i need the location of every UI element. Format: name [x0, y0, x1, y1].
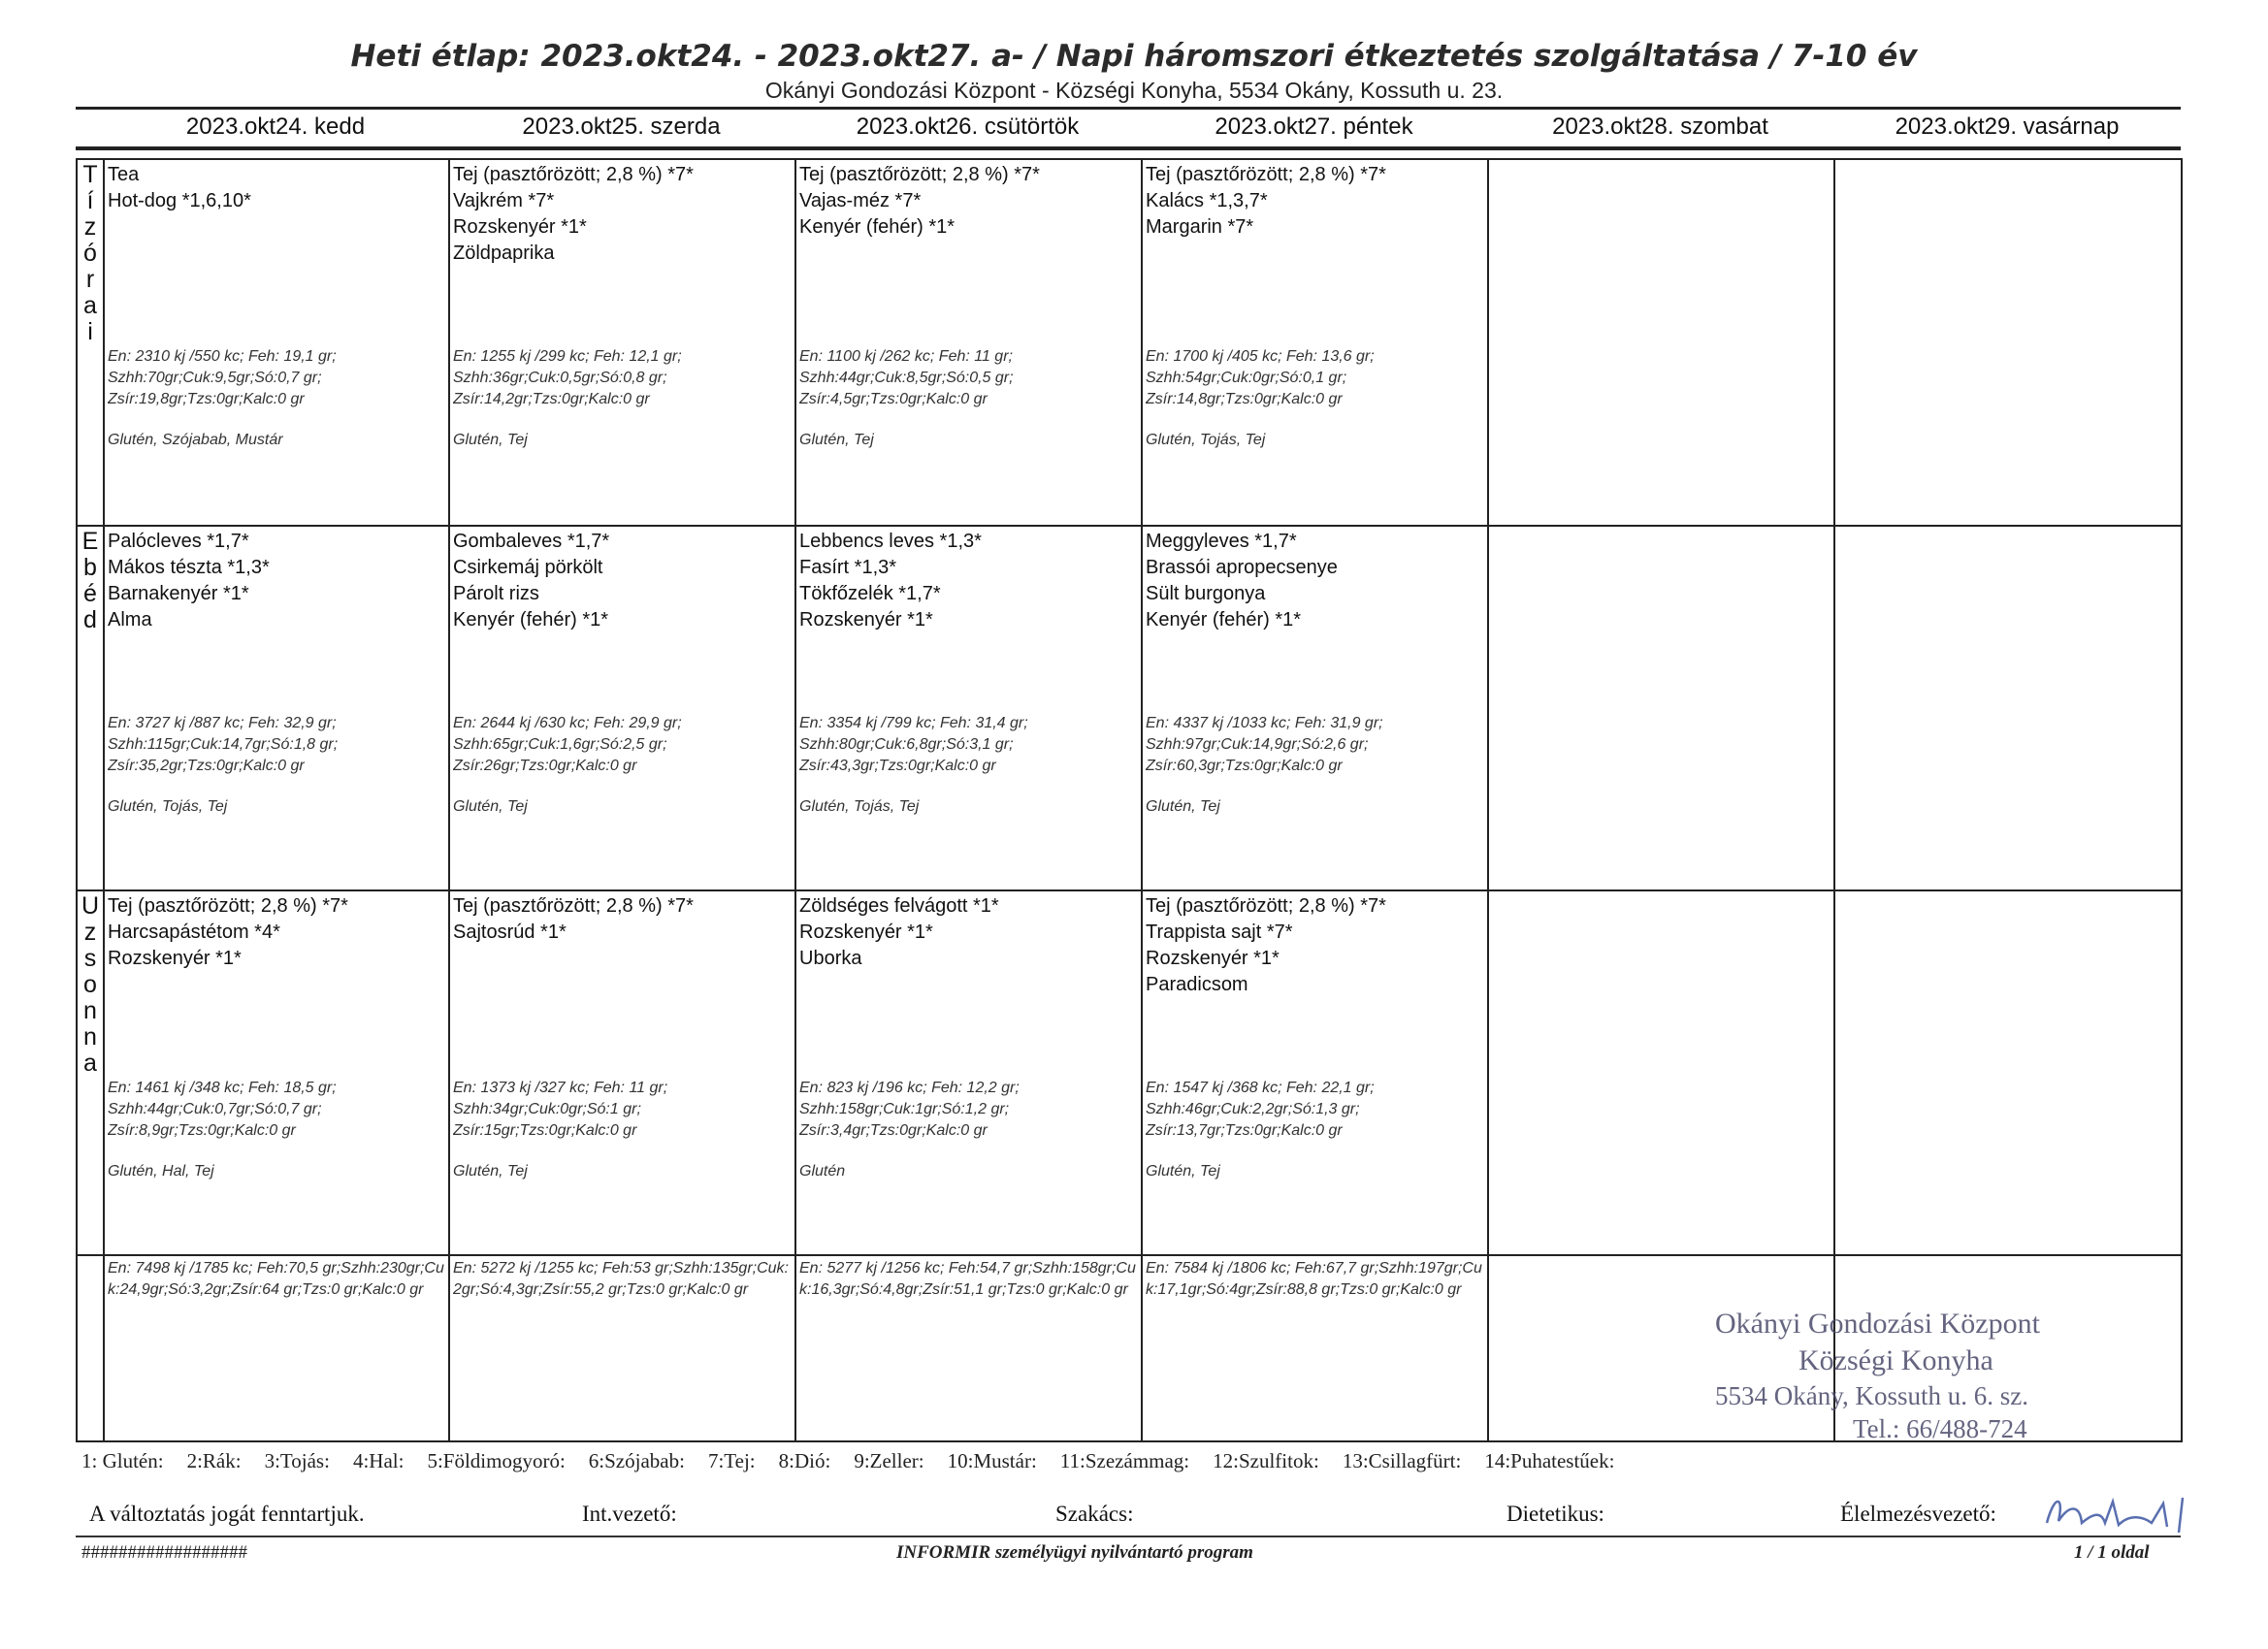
bottom-page: 1 / 1 oldal — [2074, 1542, 2150, 1563]
meal-label-letter: o — [83, 971, 97, 998]
daily-total-text: En: 5277 kj /1256 kc; Feh:54,7 gr;Szhh:158gr;Cuk:16,3gr;Só:4,8gr;Zsír:51,1 gr;Tzs:0 gr;Kalc:0 gr — [799, 1260, 1136, 1298]
legend-item: 6:Szójabab: — [588, 1449, 685, 1472]
legend-item: 13:Csillagfürt: — [1342, 1449, 1462, 1472]
dish-item: Rozskenyér *1* — [799, 922, 933, 943]
dish-item: Palócleves *1,7* — [108, 531, 249, 552]
dish-item: Kenyér (fehér) *1* — [799, 216, 956, 238]
daily-total-text: En: 7498 kj /1785 kc; Feh:70,5 gr;Szhh:230gr;Cuk:24,9gr;Só:3,2gr;Zsír:64 gr;Tzs:0 gr;Kalc:0 gr — [108, 1260, 444, 1298]
header-rule-bottom — [76, 146, 2181, 150]
dish-item: Mákos tészta *1,3* — [108, 557, 270, 578]
legend-item: 12:Szulfitok: — [1213, 1449, 1319, 1472]
legend-item: 2:Rák: — [186, 1449, 242, 1472]
legend-item: 3:Tojás: — [264, 1449, 330, 1472]
allergen-list: Glutén, Szójabab, Mustár — [108, 432, 283, 448]
dish-item: Tea — [108, 164, 140, 185]
bottom-program: INFORMIR személyügyi nyilvántartó program — [896, 1542, 1253, 1563]
nutrition-line: En: 2310 kj /550 kc; Feh: 19,1 gr; — [108, 348, 337, 365]
nutrition-line: Szhh:54gr;Cuk:0gr;Só:0,1 gr; — [1146, 370, 1347, 386]
day-header: 2023.okt27. péntek — [1215, 113, 1413, 140]
meal-label-letter: s — [83, 945, 97, 972]
page-title: Heti étlap: 2023.okt24. - 2023.okt27. a- / Napi háromszori étkeztetés szolgáltatása / 7-10 év — [350, 39, 1918, 74]
dish-item: Vajkrém *7* — [453, 190, 555, 211]
daily-total-cell — [104, 1255, 449, 1441]
meal-label-letter: z — [83, 213, 97, 241]
dish-item: Barnakenyér *1* — [108, 583, 249, 604]
menu-cell — [1142, 526, 1488, 890]
nutrition-line: En: 1255 kj /299 kc; Feh: 12,1 gr; — [453, 348, 682, 365]
nutrition-line: Zsír:60,3gr;Tzs:0gr;Kalc:0 gr — [1146, 758, 1343, 774]
dish-item: Meggyleves *1,7* — [1146, 531, 1297, 552]
menu-cell — [1834, 890, 2182, 1255]
meal-label-letter: n — [83, 997, 97, 1024]
institution-stamp: Okányi Gondozási Központ Községi Konyha 5534 Okány, Kossuth u. 6. sz. Tel.: 66/488-724 — [1715, 1308, 2040, 1443]
meal-label-letter: d — [83, 606, 97, 633]
dish-item: Sajtosrúd *1* — [453, 922, 567, 943]
allergen-list: Glutén — [799, 1163, 846, 1180]
legend-item: 8:Dió: — [778, 1449, 831, 1472]
dish-item: Rozskenyér *1* — [799, 609, 933, 630]
nutrition-line: Zsír:13,7gr;Tzs:0gr;Kalc:0 gr — [1146, 1122, 1343, 1139]
nutrition-line: Zsír:14,2gr;Tzs:0gr;Kalc:0 gr — [453, 391, 650, 407]
menu-cell — [795, 890, 1142, 1255]
dish-item: Tej (pasztőrözött; 2,8 %) *7* — [1146, 164, 1386, 185]
allergen-list: Glutén, Tej — [1146, 1163, 1220, 1180]
meal-label-letter: n — [83, 1023, 97, 1051]
nutrition-line: Zsír:14,8gr;Tzs:0gr;Kalc:0 gr — [1146, 391, 1343, 407]
totals-label-cell — [77, 1255, 104, 1441]
footer-szakacs: Szakács: — [1055, 1502, 1134, 1526]
nutrition-line: Zsír:19,8gr;Tzs:0gr;Kalc:0 gr — [108, 391, 305, 407]
meal-label-letter: í — [86, 187, 94, 214]
nutrition-line: Zsír:15gr;Tzs:0gr;Kalc:0 gr — [453, 1122, 637, 1139]
nutrition-line: En: 1547 kj /368 kc; Feh: 22,1 gr; — [1146, 1080, 1375, 1096]
allergen-list: Glutén, Tej — [1146, 798, 1220, 815]
dish-item: Kenyér (fehér) *1* — [453, 609, 609, 630]
dish-item: Rozskenyér *1* — [453, 216, 587, 238]
bottom-hashes: ################## — [81, 1542, 247, 1563]
daily-total-text: En: 7584 kj /1806 kc; Feh:67,7 gr;Szhh:197gr;Cuk:17,1gr;Só:4gr;Zsír:88,8 gr;Tzs:0 gr;Kalc:0 gr — [1146, 1260, 1482, 1298]
allergen-list: Glutén, Tej — [453, 432, 528, 448]
page-subtitle: Okányi Gondozási Központ - Községi Konyha, 5534 Okány, Kossuth u. 23. — [764, 78, 1504, 103]
footer-note: A változtatás jogát fenntartjuk. — [89, 1502, 365, 1526]
allergen-legend — [81, 1449, 1637, 1473]
nutrition-line: En: 2644 kj /630 kc; Feh: 29,9 gr; — [453, 715, 682, 731]
dish-item: Tej (pasztőrözött; 2,8 %) *7* — [453, 895, 694, 917]
dish-item: Hot-dog *1,6,10* — [108, 190, 251, 211]
daily-total-cell — [795, 1255, 1142, 1441]
menu-cell — [104, 890, 449, 1255]
meal-label-letter: ó — [83, 240, 97, 267]
nutrition-line: En: 1700 kj /405 kc; Feh: 13,6 gr; — [1146, 348, 1375, 365]
nutrition-line: Szhh:97gr;Cuk:14,9gr;Só:2,6 gr; — [1146, 736, 1369, 753]
menu-cell — [1488, 526, 1834, 890]
daily-total-text — [1835, 1256, 2181, 1260]
nutrition-line: En: 1461 kj /348 kc; Feh: 18,5 gr; — [108, 1080, 337, 1096]
meal-label-letter: E — [81, 528, 99, 555]
dish-item: Lebbencs leves *1,3* — [799, 531, 982, 552]
nutrition-line: Szhh:44gr;Cuk:0,7gr;Só:0,7 gr; — [108, 1101, 322, 1117]
nutrition-line: En: 4337 kj /1033 kc; Feh: 31,9 gr; — [1146, 715, 1383, 731]
dish-item: Alma — [108, 609, 152, 630]
daily-total-cell — [449, 1255, 795, 1441]
dish-item: Rozskenyér *1* — [108, 948, 242, 969]
footer-int-vezeto: Int.vezető: — [582, 1502, 677, 1526]
legend-item: 1: Glutén: — [81, 1449, 164, 1472]
menu-cell — [795, 159, 1142, 526]
nutrition-line: Zsír:8,9gr;Tzs:0gr;Kalc:0 gr — [108, 1122, 296, 1139]
nutrition-line: Zsír:3,4gr;Tzs:0gr;Kalc:0 gr — [799, 1122, 988, 1139]
menu-cell — [795, 526, 1142, 890]
dish-item: Párolt rizs — [453, 583, 539, 604]
dish-item: Trappista sajt *7* — [1146, 922, 1293, 943]
day-header: 2023.okt28. szombat — [1552, 113, 1768, 140]
menu-cell — [1488, 890, 1834, 1255]
dish-item: Zöldpaprika — [453, 242, 555, 264]
dish-item: Margarin *7* — [1146, 216, 1254, 238]
dish-item: Kenyér (fehér) *1* — [1146, 609, 1302, 630]
day-header: 2023.okt26. csütörtök — [856, 113, 1080, 140]
dish-item: Fasírt *1,3* — [799, 557, 897, 578]
meal-label-letter: U — [81, 892, 100, 920]
meal-label-letter: z — [83, 919, 97, 946]
nutrition-line: En: 1373 kj /327 kc; Feh: 11 gr; — [453, 1080, 668, 1096]
dish-item: Vajas-méz *7* — [799, 190, 922, 211]
legend-item: 7:Tej: — [707, 1449, 756, 1472]
signature-scribble — [2037, 1484, 2231, 1542]
menu-cell — [104, 526, 449, 890]
menu-cell — [449, 159, 795, 526]
legend-item: 10:Mustár: — [947, 1449, 1037, 1472]
nutrition-line: Szhh:46gr;Cuk:2,2gr;Só:1,3 gr; — [1146, 1101, 1360, 1117]
daily-total-text: En: 5272 kj /1255 kc; Feh:53 gr;Szhh:135gr;Cuk:2gr;Só:4,3gr;Zsír:55,2 gr;Tzs:0 gr;Kalc:0 gr — [453, 1260, 789, 1298]
day-header: 2023.okt24. kedd — [185, 113, 366, 140]
dish-item: Rozskenyér *1* — [1146, 948, 1280, 969]
menu-cell — [1142, 890, 1488, 1255]
nutrition-line: Szhh:80gr;Cuk:6,8gr;Só:3,1 gr; — [799, 736, 1014, 753]
dish-item: Kalács *1,3,7* — [1146, 190, 1268, 211]
meal-label-letter: a — [83, 292, 97, 319]
dish-item: Tökfőzelék *1,7* — [799, 583, 941, 604]
menu-cell — [104, 159, 449, 526]
nutrition-line: Szhh:158gr;Cuk:1gr;Só:1,2 gr; — [799, 1101, 1010, 1117]
meal-label-cell — [77, 159, 104, 526]
legend-item: 9:Zeller: — [854, 1449, 924, 1472]
allergen-list: Glutén, Tojás, Tej — [1146, 432, 1266, 448]
meal-label-cell — [77, 526, 104, 890]
menu-cell — [1142, 159, 1488, 526]
dish-item: Tej (pasztőrözött; 2,8 %) *7* — [108, 895, 348, 917]
nutrition-line: En: 3354 kj /799 kc; Feh: 31,4 gr; — [799, 715, 1028, 731]
meal-row — [77, 159, 2182, 526]
meal-label-letter: T — [82, 161, 98, 188]
nutrition-line: Szhh:36gr;Cuk:0,5gr;Só:0,8 gr; — [453, 370, 667, 386]
daily-total-text — [1489, 1256, 1833, 1260]
legend-item: 14:Puhatestűek: — [1484, 1449, 1615, 1472]
nutrition-line: En: 823 kj /196 kc; Feh: 12,2 gr; — [799, 1080, 1020, 1096]
bottom-rule — [76, 1536, 2181, 1537]
day-header: 2023.okt29. vasárnap — [1895, 113, 2120, 140]
legend-item: 11:Szezámmag: — [1059, 1449, 1190, 1472]
menu-cell — [1834, 526, 2182, 890]
dish-item: Tej (pasztőrözött; 2,8 %) *7* — [1146, 895, 1386, 917]
header-rule-top — [76, 107, 2181, 110]
nutrition-line: Zsír:43,3gr;Tzs:0gr;Kalc:0 gr — [799, 758, 996, 774]
footer-dietetikus: Dietetikus: — [1507, 1502, 1604, 1526]
meal-label-letter: é — [83, 580, 97, 607]
dish-item: Gombaleves *1,7* — [453, 531, 610, 552]
menu-cell — [1488, 159, 1834, 526]
nutrition-line: Zsír:26gr;Tzs:0gr;Kalc:0 gr — [453, 758, 637, 774]
legend-item: 5:Földimogyoró: — [427, 1449, 566, 1472]
nutrition-line: Zsír:4,5gr;Tzs:0gr;Kalc:0 gr — [799, 391, 988, 407]
nutrition-line: Szhh:34gr;Cuk:0gr;Só:1 gr; — [453, 1101, 641, 1117]
legend-item: 4:Hal: — [352, 1449, 405, 1472]
meal-row — [77, 526, 2182, 890]
menu-cell — [449, 526, 795, 890]
meal-label-cell — [77, 890, 104, 1255]
dish-item: Csirkemáj pörkölt — [453, 557, 603, 578]
dish-item: Zöldséges felvágott *1* — [799, 895, 999, 917]
allergen-list: Glutén, Tej — [453, 1163, 528, 1180]
meal-label-letter: b — [83, 554, 97, 581]
nutrition-line: En: 1100 kj /262 kc; Feh: 11 gr; — [799, 348, 1013, 365]
allergen-list: Glutén, Tej — [453, 798, 528, 815]
dish-item: Harcsapástétom *4* — [108, 922, 280, 943]
dish-item: Sült burgonya — [1146, 583, 1266, 604]
meal-label-letter: a — [83, 1050, 97, 1077]
day-header: 2023.okt25. szerda — [522, 113, 721, 140]
allergen-list: Glutén, Tojás, Tej — [108, 798, 228, 815]
menu-table — [76, 158, 2183, 1442]
allergen-list: Glutén, Hal, Tej — [108, 1163, 214, 1180]
menu-cell — [1834, 159, 2182, 526]
nutrition-line: Szhh:65gr;Cuk:1,6gr;Só:2,5 gr; — [453, 736, 667, 753]
footer-elelmezesvezeto: Élelmezésvezető: — [1840, 1502, 1996, 1526]
menu-cell — [449, 890, 795, 1255]
dish-item: Tej (pasztőrözött; 2,8 %) *7* — [799, 164, 1040, 185]
nutrition-line: Szhh:115gr;Cuk:14,7gr;Só:1,8 gr; — [108, 736, 339, 753]
nutrition-line: Zsír:35,2gr;Tzs:0gr;Kalc:0 gr — [108, 758, 305, 774]
dish-item: Uborka — [799, 948, 862, 969]
dish-item: Tej (pasztőrözött; 2,8 %) *7* — [453, 164, 694, 185]
allergen-list: Glutén, Tojás, Tej — [799, 798, 920, 815]
meal-label-letter: i — [87, 318, 93, 345]
nutrition-line: Szhh:70gr;Cuk:9,5gr;Só:0,7 gr; — [108, 370, 322, 386]
allergen-list: Glutén, Tej — [799, 432, 874, 448]
meal-row — [77, 890, 2182, 1255]
dish-item: Paradicsom — [1146, 974, 1248, 995]
meal-label-letter: r — [85, 266, 95, 293]
nutrition-line: Szhh:44gr;Cuk:8,5gr;Só:0,5 gr; — [799, 370, 1014, 386]
nutrition-line: En: 3727 kj /887 kc; Feh: 32,9 gr; — [108, 715, 337, 731]
daily-total-cell — [1142, 1255, 1488, 1441]
dish-item: Brassói apropecsenye — [1146, 557, 1338, 578]
